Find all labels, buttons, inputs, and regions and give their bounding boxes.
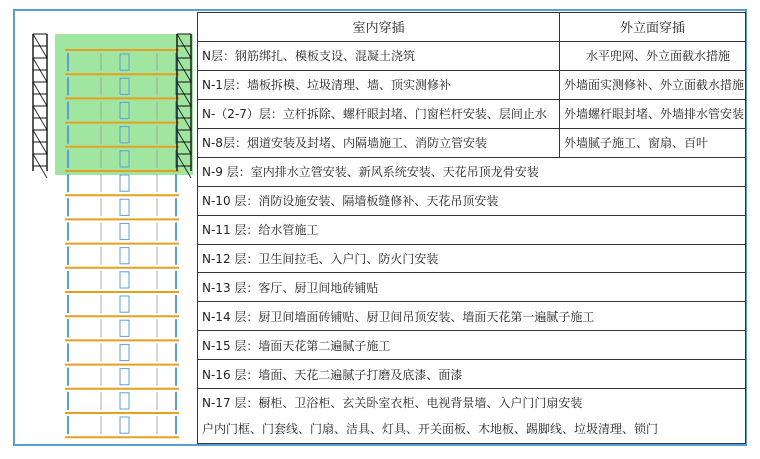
left-wall — [67, 319, 69, 337]
indoor-cell: N层：钢筋绑扎、模板支设、混凝土浇筑 — [198, 41, 560, 70]
final-floor-line-2: 户内门框、门套线、门扇、洁具、灯具、开关面板、木地板、踢脚线、垃圾清理、锁门 — [202, 422, 659, 437]
left-wall — [67, 368, 69, 386]
core-shaft — [120, 223, 129, 239]
left-wall — [67, 198, 69, 216]
left-wall — [67, 343, 69, 361]
table-row — [198, 70, 746, 99]
left-wall — [67, 126, 69, 144]
floor-task-cell: N-11 层：给水管施工 — [198, 215, 746, 244]
core-shaft — [120, 296, 129, 312]
building-section-diagram — [17, 12, 197, 442]
left-wall — [67, 101, 69, 119]
header-row — [198, 13, 746, 42]
left-wall — [67, 53, 69, 71]
table-row — [198, 302, 746, 331]
left-wall — [67, 77, 69, 95]
core-shaft — [120, 199, 129, 215]
indoor-cell: N-8层：烟道安装及封堵、内隔墙施工、消防立管安装 — [198, 128, 560, 157]
floor-task-cell: N-16 层：墙面、天花二遍腻子打磨及底漆、面漆 — [198, 360, 746, 389]
right-wall — [175, 174, 177, 192]
facade-cell: 外墙面实测修补、外立面截水措施 — [560, 70, 746, 99]
core-shaft — [120, 417, 129, 433]
construction-zone-highlight — [55, 34, 193, 175]
table-row — [198, 99, 746, 128]
floor-task-cell: N-14 层：厨卫间墙面砖铺贴、厨卫间吊顶安装、墙面天花第一遍腻子施工 — [198, 302, 746, 331]
left-wall — [67, 392, 69, 410]
core-shaft — [120, 248, 129, 264]
header-facade: 外立面穿插 — [560, 13, 746, 42]
indoor-cell: N-1层：墙板拆模、垃圾清理、墙、顶实测修补 — [198, 70, 560, 99]
table-row — [198, 157, 746, 186]
right-wall — [175, 368, 177, 386]
core-shaft — [120, 369, 129, 385]
table-row — [198, 360, 746, 389]
header-indoor: 室内穿插 — [198, 13, 560, 42]
table-row — [198, 128, 746, 157]
table-row — [198, 186, 746, 215]
right-wall — [175, 392, 177, 410]
final-floor-cell — [198, 389, 746, 444]
floor-task-cell: N-10 层：消防设施安装、隔墙板缝修补、天花吊顶安装 — [198, 186, 746, 215]
table-row — [198, 41, 746, 70]
right-wall — [175, 222, 177, 240]
floor-task-cell: N-9 层：室内排水立管安装、新风系统安装、天花吊顶龙骨安装 — [198, 157, 746, 186]
core-shaft — [120, 175, 129, 191]
left-wall — [67, 222, 69, 240]
left-wall — [67, 295, 69, 313]
left-wall — [67, 150, 69, 168]
table-row — [198, 215, 746, 244]
facade-cell: 水平兜网、外立面截水措施 — [560, 41, 746, 70]
core-shaft — [120, 320, 129, 336]
core-shaft — [120, 344, 129, 360]
table-row — [198, 244, 746, 273]
final-floor-line-1: N-17 层：橱柜、卫浴柜、玄关卧室衣柜、电视背景墙、入户门门扇安装 — [202, 396, 583, 411]
right-wall — [175, 416, 177, 434]
indoor-cell: N-（2-7）层：立杆拆除、螺杆眼封堵、门窗栏杆安装、层间止水 — [198, 99, 560, 128]
right-wall — [175, 247, 177, 265]
right-wall — [175, 343, 177, 361]
left-wall — [67, 271, 69, 289]
core-shaft — [120, 272, 129, 288]
table-row — [198, 273, 746, 302]
floor-task-cell: N-15 层：墙面天花第二遍腻子施工 — [198, 331, 746, 360]
right-wall — [175, 295, 177, 313]
floor-task-cell: N-12 层：卫生间拉毛、入户门、防火门安装 — [198, 244, 746, 273]
construction-sequence-table — [197, 12, 746, 444]
core-shaft — [120, 393, 129, 409]
table-row — [198, 389, 746, 444]
facade-cell: 外墙腻子施工、窗扇、百叶 — [560, 128, 746, 157]
left-wall — [67, 247, 69, 265]
right-wall — [175, 319, 177, 337]
left-wall — [67, 174, 69, 192]
floor-task-cell: N-13 层：客厅、厨卫间地砖铺贴 — [198, 273, 746, 302]
right-wall — [175, 271, 177, 289]
table-row — [198, 331, 746, 360]
right-wall — [175, 198, 177, 216]
left-wall — [67, 416, 69, 434]
facade-cell: 外墙螺杆眼封堵、外墙排水管安装 — [560, 99, 746, 128]
